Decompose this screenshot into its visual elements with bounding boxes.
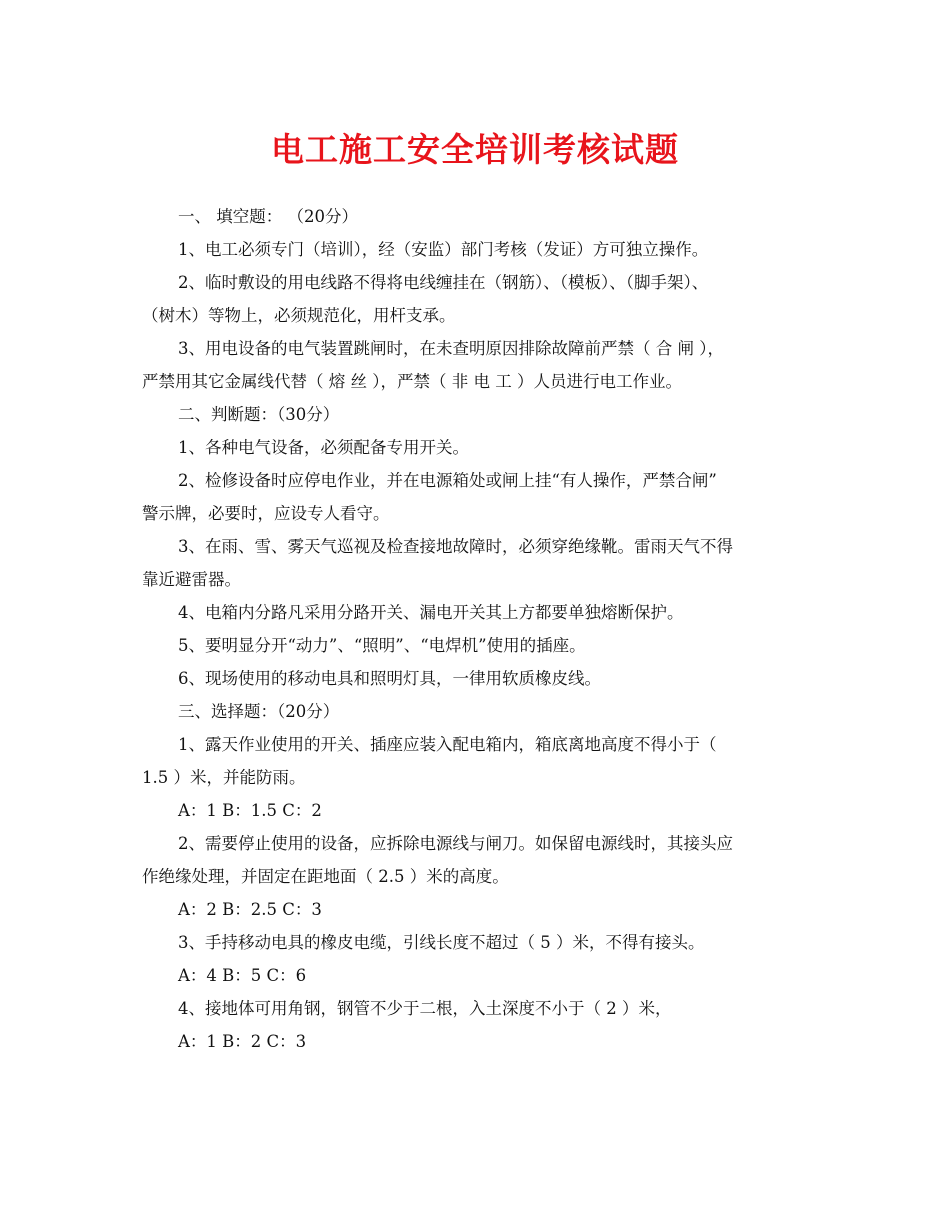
section-heading-judge: 二、判断题：（30分） [178,405,340,424]
choice-question-4-options: A：1 B：2 C：3 [178,1032,307,1051]
choice-question-1-options: A：1 B：1.5 C：2 [178,801,322,820]
choice-question-4: 4、接地体可用角钢，钢管不少于二根，入土深度不小于（ 2 ）米， [178,999,672,1018]
judge-question-1: 1、各种电气设备，必须配备专用开关。 [178,438,469,457]
fill-question-2-line-2: （树木）等物上，必须规范化，用杆支承。 [142,306,456,325]
fill-question-2-line-1: 2、临时敷设的用电线路不得将电线缠挂在（钢筋）、（模板）、（脚手架）、 [178,273,709,292]
section-heading-choice: 三、选择题：（20分） [178,702,340,721]
judge-question-2-line-2: 警示牌，必要时，应设专人看守。 [142,504,390,523]
document-title: 电工施工安全培训考核试题 [271,130,679,169]
choice-question-1-line-1: 1、露天作业使用的开关、插座应装入配电箱内，箱底离地高度不得小于（ [178,735,717,754]
fill-question-1: 1、电工必须专门（培训），经（安监）部门考核（发证）方可独立操作。 [178,240,709,259]
judge-question-4: 4、电箱内分路凡采用分路开关、漏电开关其上方都要单独熔断保护。 [178,603,684,622]
judge-question-3-line-2: 靠近避雷器。 [142,570,241,589]
choice-question-2-line-2: 作绝缘处理，并固定在距地面（ 2.5 ）米的高度。 [142,867,509,886]
choice-question-1-line-2: 1.5 ）米，并能防雨。 [142,768,306,787]
fill-question-3-line-1: 3、用电设备的电气装置跳闸时，在未查明原因排除故障前严禁（ 合 闸 ）， [178,339,724,358]
judge-question-3-line-1: 3、在雨、雪、雾天气巡视及检查接地故障时，必须穿绝缘靴。雷雨天气不得 [178,537,733,556]
judge-question-6: 6、现场使用的移动电具和照明灯具，一律用软质橡皮线。 [178,669,601,688]
judge-question-5: 5、要明显分开“动力”、“照明”、“电焊机”使用的插座。 [178,636,586,655]
judge-question-2-line-1: 2、检修设备时应停电作业，并在电源箱处或闸上挂“有人操作，严禁合闸” [178,471,717,490]
section-heading-fill: 一、 填空题： （20分） [178,207,358,226]
document-body [142,200,822,1058]
choice-question-2-options: A：2 B：2.5 C：3 [178,900,322,919]
choice-question-3: 3、手持移动电具的橡皮电缆，引线长度不超过（ 5 ）米，不得有接头。 [178,933,705,952]
fill-question-3-line-2: 严禁用其它金属线代替（ 熔 丝 ），严禁（ 非 电 工 ）人员进行电工作业。 [142,372,682,391]
choice-question-3-options: A：4 B：5 C：6 [178,966,307,985]
choice-question-2-line-1: 2、需要停止使用的设备，应拆除电源线与闸刀。如保留电源线时，其接头应 [178,834,733,853]
